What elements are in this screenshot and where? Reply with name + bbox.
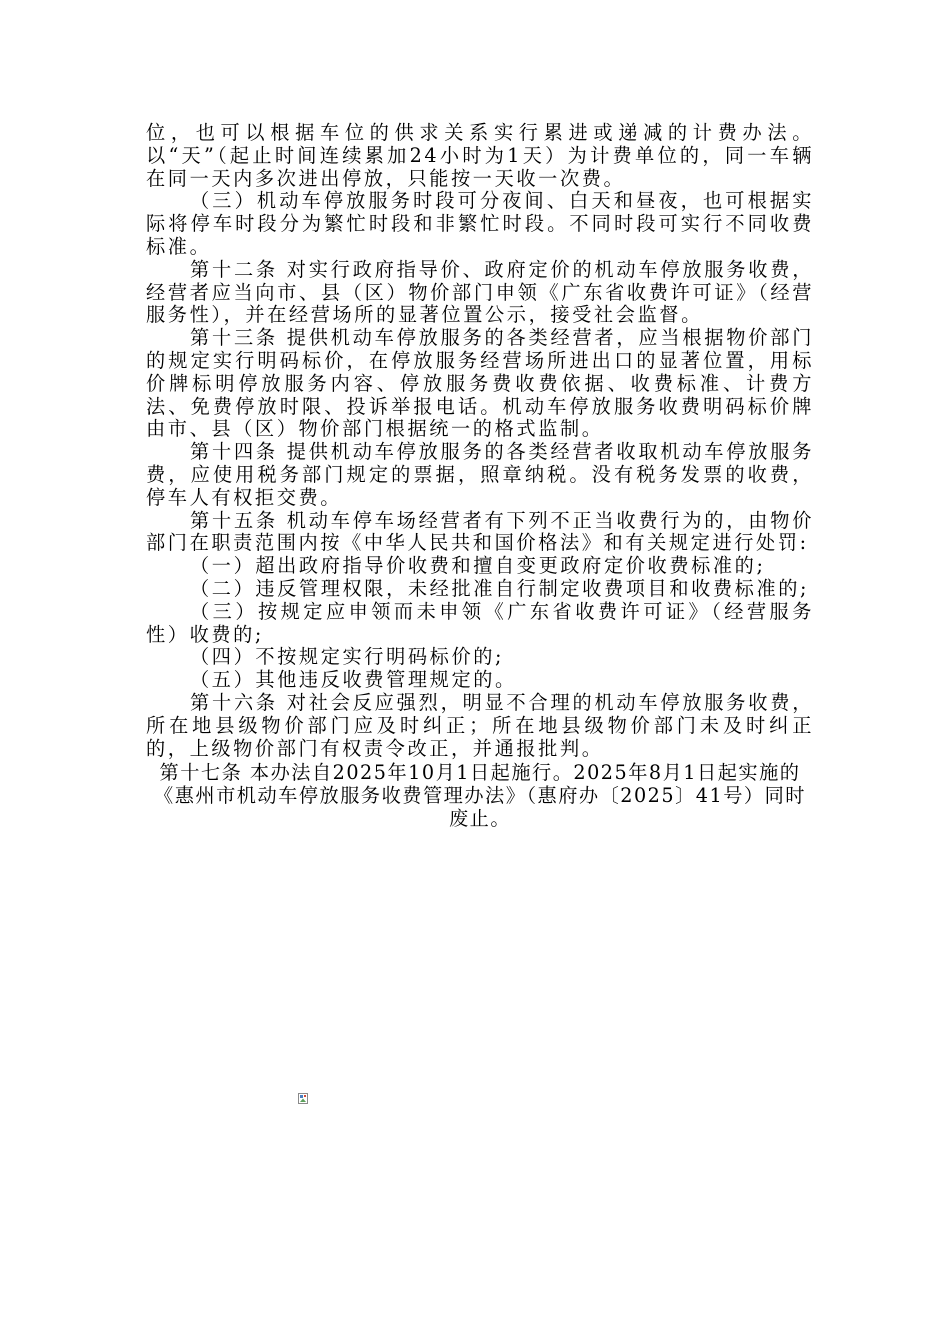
paragraph-continuation: 位，也可以根据车位的供求关系实行累进或递减的计费办法。以“天”（起止时间连续累加24小时为1天）为计费单位的，同一车辆在同一天内多次进出停放，只能按一天收一次费。 (146, 121, 814, 190)
article-16: 第十六条 对社会反应强烈，明显不合理的机动车停放服务收费，所在地县级物价部门应及时纠正；所在地县级物价部门未及时纠正的，上级物价部门有权责令改正，并通报批判。 (146, 690, 814, 760)
article-15-item-3: （三）按规定应申领而未申领《广东省收费许可证》（经营服务性）收费的; (146, 599, 814, 646)
paragraph-item-3: （三）机动车停放服务时段可分夜间、白天和昼夜，也可根据实际将停车时段分为繁忙时段和非繁忙时段。不同时段可实行不同收费标准。 (146, 189, 814, 258)
article-15-item-4: （四）不按规定实行明码标价的; (190, 645, 505, 669)
article-17: 第十七条 本办法自2025年10月1日起施行。2025年8月1日起实施的《惠州市机动车停放服务收费管理办法》（惠府办〔2025〕41号）同时废止。 (154, 761, 806, 830)
article-15-item-5: （五）其他违反收费管理规定的。 (190, 668, 517, 692)
article-14: 第十四条 提供机动车停放服务的各类经营者收取机动车停放服务费，应使用税务部门规定的票据，照章纳税。没有税务发票的收费，停车人有权拒交费。 (146, 440, 814, 509)
broken-image-icon (298, 1093, 308, 1104)
article-15-item-2: （二）违反管理权限，未经批准自行制定收费项目和收费标准的; (190, 576, 810, 600)
article-15: 第十五条 机动车停车场经营者有下列不正当收费行为的，由物价部门在职责范围内按《中华人民共和国价格法》和有关规定进行处罚: (146, 508, 814, 555)
article-12: 第十二条 对实行政府指导价、政府定价的机动车停放服务收费，经营者应当向市、县（区）物价部门申领《广东省收费许可证》（经营服务性），并在经营场所的显著位置公示，接受社会监督。 (146, 257, 814, 327)
article-13: 第十三条 提供机动车停放服务的各类经营者，应当根据物价部门的规定实行明码标价，在停放服务经营场所进出口的显著位置，用标价牌标明停放服务内容、停放服务费收费依据、收费标准、计费方法、免费停放时限、投诉举报电话。机动车停放服务收费明码标价牌由市、县（区）物价部门根据统一的格式监制。 (146, 326, 814, 441)
document-body (146, 122, 814, 831)
article-15-item-1: （一）超出政府指导价收费和擅自变更政府定价收费标准的; (190, 554, 766, 578)
